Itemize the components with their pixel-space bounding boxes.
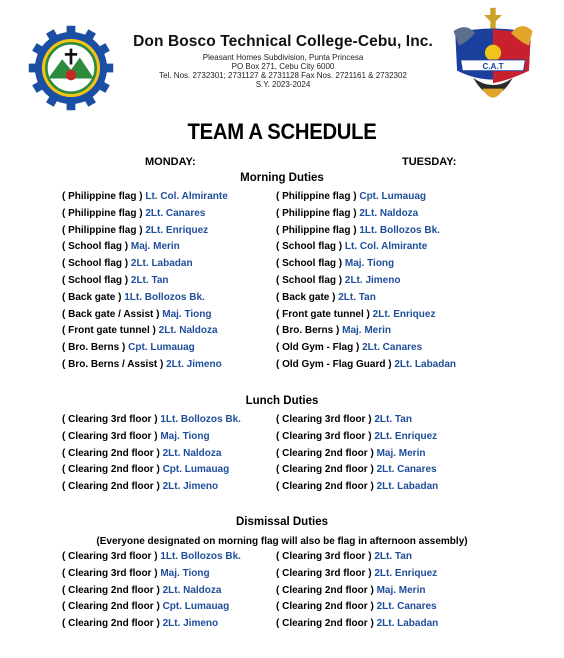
- duty-location: ( Philippine flag ): [276, 191, 357, 202]
- officer-name: Maj. Tiong: [344, 258, 395, 270]
- duty-location: ( Bro. Berns / Assist ): [62, 358, 164, 370]
- duty-location: ( Front gate tunnel ): [276, 308, 370, 320]
- lunch-tuesday-list: [276, 412, 438, 496]
- duty-row: [276, 189, 456, 206]
- officer-name: 2Lt. Labadan: [130, 258, 193, 270]
- document-header: [0, 0, 564, 115]
- duty-row: [62, 357, 228, 374]
- duty-location: ( Back gate / Assist ): [62, 308, 160, 320]
- duty-location: ( Clearing 2nd floor ): [276, 464, 374, 476]
- duty-row: [62, 273, 228, 290]
- phone-fax-line: Tel. Nos. 2732301; 2731127 & 2731128 Fax Nos. 2721161 & 2732302: [159, 71, 407, 80]
- duty-location: ( Clearing 2nd floor ): [276, 481, 374, 493]
- duty-location: ( Clearing 3rd floor ): [62, 430, 158, 442]
- duty-location: ( School flag ): [62, 241, 129, 253]
- officer-name: Maj. Merin: [342, 325, 392, 337]
- school-year: S.Y. 2023-2024: [255, 80, 311, 89]
- duty-location: ( Front gate tunnel ): [62, 325, 156, 337]
- dismissal-tuesday-list: [276, 549, 438, 633]
- cat-shield-icon: [448, 6, 538, 112]
- duty-row: [276, 223, 456, 240]
- duty-row: [276, 616, 438, 633]
- duty-location: ( Clearing 2nd floor ): [62, 464, 160, 476]
- duty-location: ( School flag ): [62, 274, 129, 286]
- officer-name: 2Lt. Tan: [374, 551, 412, 562]
- officer-name: 2Lt. Labadan: [376, 481, 439, 493]
- duty-row: [276, 429, 438, 446]
- duty-location: ( Clearing 2nd floor ): [276, 601, 374, 613]
- officer-name: 2Lt. Jimeno: [162, 618, 219, 630]
- officer-name: 1Lt. Bollozos Bk.: [359, 224, 440, 236]
- morning-monday-list: [62, 189, 228, 374]
- duty-row: [62, 323, 228, 340]
- duty-row: [276, 340, 456, 357]
- duty-row: [62, 189, 228, 206]
- duty-row: [62, 446, 241, 463]
- don-bosco-seal-icon: [27, 24, 115, 112]
- duty-row: [276, 290, 456, 307]
- duty-row: [62, 583, 241, 600]
- duty-row: [62, 549, 241, 566]
- duty-row: [276, 599, 438, 616]
- duty-location: ( Back gate ): [276, 291, 336, 303]
- duty-location: ( Bro. Berns ): [276, 325, 340, 337]
- officer-name: 2Lt. Canares: [362, 342, 423, 354]
- officer-name: 2Lt. Naldoza: [158, 325, 218, 337]
- lunch-duties-title: Lunch Duties: [245, 395, 319, 407]
- duty-row: [62, 239, 228, 256]
- morning-tuesday-list: [276, 189, 456, 374]
- officer-name: Maj. Merin: [376, 447, 426, 459]
- monday-label: MONDAY:: [145, 156, 196, 168]
- cat-shield-text: C.A.T: [482, 61, 504, 71]
- officer-name: Cpt. Lumauag: [162, 464, 230, 476]
- dismissal-monday-list: [62, 549, 241, 633]
- duty-row: [276, 273, 456, 290]
- officer-name: Maj. Merin: [130, 241, 180, 253]
- school-name: Don Bosco Technical College-Cebu, Inc.: [133, 33, 433, 50]
- officer-name: Cpt. Lumauag: [162, 601, 230, 613]
- duty-row: [62, 223, 228, 240]
- duty-location: ( Philippine flag ): [62, 224, 143, 236]
- officer-name: 2Lt. Enriquez: [372, 308, 436, 320]
- morning-duties-title: Morning Duties: [240, 172, 324, 184]
- duty-location: ( Philippine flag ): [276, 224, 357, 236]
- officer-name: Cpt. Lumauag: [359, 191, 427, 202]
- duty-row: [62, 412, 241, 429]
- officer-name: 2Lt. Tan: [374, 414, 412, 425]
- officer-name: Lt. Col. Almirante: [344, 241, 428, 253]
- duty-location: ( Clearing 2nd floor ): [62, 447, 160, 459]
- duty-location: ( Bro. Berns ): [62, 342, 126, 354]
- officer-name: Cpt. Lumauag: [128, 342, 195, 354]
- officer-name: Lt. Col. Almirante: [145, 191, 228, 202]
- duty-location: ( Philippine flag ): [276, 207, 357, 219]
- duty-location: ( Philippine flag ): [62, 191, 143, 202]
- duty-row: [276, 479, 438, 496]
- duty-row: [62, 429, 241, 446]
- officer-name: 2Lt. Canares: [145, 207, 206, 219]
- duty-location: ( Clearing 2nd floor ): [62, 601, 160, 613]
- address-line-2: PO Box 271, Cebu City 6000: [231, 62, 335, 71]
- duty-location: ( Clearing 3rd floor ): [62, 567, 158, 579]
- duty-location: ( Clearing 3rd floor ): [276, 414, 372, 425]
- duty-row: [276, 412, 438, 429]
- duty-row: [276, 549, 438, 566]
- duty-location: ( Clearing 2nd floor ): [276, 618, 374, 630]
- officer-name: 2Lt. Naldoza: [162, 584, 222, 596]
- officer-name: Maj. Tiong: [162, 308, 212, 320]
- officer-name: Maj. Merin: [376, 584, 426, 596]
- officer-name: 2Lt. Naldoza: [359, 207, 419, 219]
- duty-row: [62, 599, 241, 616]
- duty-location: ( Clearing 3rd floor ): [276, 430, 372, 442]
- officer-name: Maj. Tiong: [160, 567, 210, 579]
- officer-name: Maj. Tiong: [160, 430, 210, 442]
- officer-name: 2Lt. Jimeno: [344, 274, 401, 286]
- duty-row: [62, 479, 241, 496]
- duty-location: ( Clearing 2nd floor ): [62, 618, 160, 630]
- dismissal-note: (Everyone designated on morning flag will also be flag in afternoon assembly): [96, 536, 468, 547]
- duty-location: ( Clearing 2nd floor ): [62, 481, 160, 493]
- duty-location: ( Back gate ): [62, 291, 122, 303]
- duty-row: [62, 290, 228, 307]
- officer-name: 1Lt. Bollozos Bk.: [124, 291, 205, 303]
- duty-location: ( Clearing 2nd floor ): [276, 584, 374, 596]
- dismissal-duties-title: Dismissal Duties: [235, 516, 329, 528]
- duty-row: [276, 239, 456, 256]
- officer-name: 2Lt. Naldoza: [162, 447, 222, 459]
- officer-name: 2Lt. Canares: [376, 464, 437, 476]
- duty-location: ( Clearing 3rd floor ): [62, 551, 158, 562]
- officer-name: 2Lt. Enriquez: [374, 567, 438, 579]
- duty-location: ( Clearing 2nd floor ): [62, 584, 160, 596]
- duty-row: [276, 357, 456, 374]
- duty-row: [276, 256, 456, 273]
- page-title: TEAM A SCHEDULE: [187, 119, 377, 144]
- duty-location: ( School flag ): [276, 241, 343, 253]
- duty-row: [62, 256, 228, 273]
- duty-location: ( School flag ): [276, 258, 343, 270]
- duty-location: ( Old Gym - Flag Guard ): [276, 358, 392, 370]
- officer-name: 1Lt. Bollozos Bk.: [160, 414, 241, 425]
- duty-location: ( Clearing 3rd floor ): [276, 567, 372, 579]
- officer-name: 2Lt. Tan: [130, 274, 169, 286]
- duty-location: ( School flag ): [62, 258, 129, 270]
- officer-name: 2Lt. Tan: [338, 291, 376, 303]
- officer-name: 2Lt. Jimeno: [166, 358, 222, 370]
- duty-location: ( School flag ): [276, 274, 343, 286]
- duty-row: [276, 462, 438, 479]
- duty-location: ( Clearing 3rd floor ): [62, 414, 158, 425]
- officer-name: 2Lt. Labadan: [376, 618, 439, 630]
- lunch-monday-list: [62, 412, 241, 496]
- duty-row: [276, 583, 438, 600]
- duty-row: [276, 206, 456, 223]
- duty-row: [62, 462, 241, 479]
- address-line-1: Pleasant Homes Subdivision, Punta Princesa: [202, 53, 364, 62]
- duty-row: [276, 323, 456, 340]
- duty-row: [62, 566, 241, 583]
- officer-name: 1Lt. Bollozos Bk.: [160, 551, 241, 562]
- officer-name: 2Lt. Canares: [376, 601, 437, 613]
- officer-name: 2Lt. Jimeno: [162, 481, 219, 493]
- duty-row: [276, 307, 456, 324]
- duty-row: [62, 206, 228, 223]
- duty-location: ( Philippine flag ): [62, 207, 143, 219]
- duty-location: ( Clearing 2nd floor ): [276, 447, 374, 459]
- duty-row: [62, 340, 228, 357]
- duty-row: [276, 566, 438, 583]
- duty-location: ( Clearing 3rd floor ): [276, 551, 372, 562]
- officer-name: 2Lt. Enriquez: [145, 224, 209, 236]
- duty-location: ( Old Gym - Flag ): [276, 342, 360, 354]
- officer-name: 2Lt. Labadan: [394, 358, 457, 370]
- tuesday-label: TUESDAY:: [402, 156, 457, 168]
- duty-row: [62, 616, 241, 633]
- duty-row: [276, 446, 438, 463]
- duty-row: [62, 307, 228, 324]
- officer-name: 2Lt. Enriquez: [374, 430, 438, 442]
